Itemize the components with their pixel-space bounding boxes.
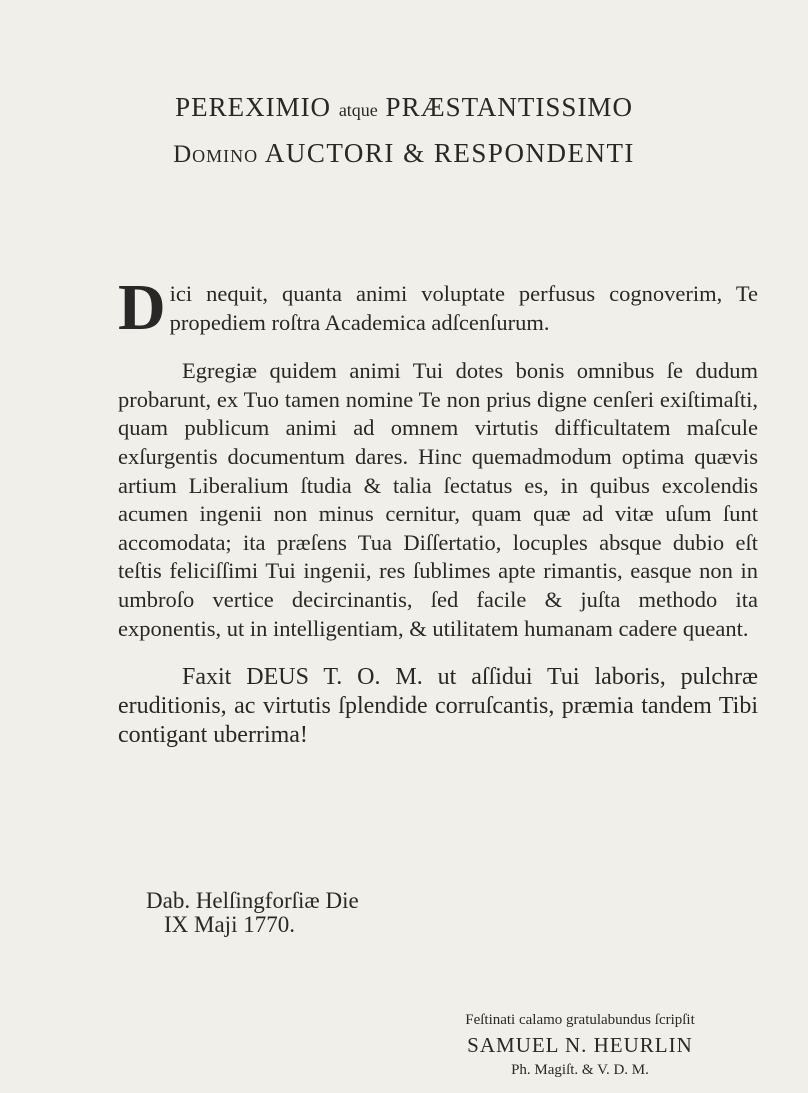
heading-word-praestantissimo: PRÆSTANTISSIMO <box>385 92 633 122</box>
paragraph-1-text: ici nequit, quanta animi voluptate perfusus cognoverim, Te propediem roſtra Academica adſcenſurum. <box>169 281 758 335</box>
signature-title: Ph. Magiſt. & V. D. M. <box>511 1062 649 1078</box>
heading-word-pereximio: PEREXIMIO <box>175 92 332 122</box>
letter-body <box>118 271 758 750</box>
paragraph-3: Faxit DEUS T. O. M. ut aſſidui Tui laboris, pulchræ eruditionis, ac virtutis ſplendide corruſcantis, præmia tandem Tibi contigant uberrima! <box>118 664 758 749</box>
signature-note: Feſtinati calamo gratulabundus ſcripſit <box>465 1012 695 1028</box>
heading-word-domino: Domino <box>173 141 259 168</box>
signature-name: SAMUEL N. HEURLIN <box>467 1033 693 1057</box>
heading-auctori-respondenti: AUCTORI & RESPONDENTI <box>264 138 635 168</box>
drop-cap: D <box>118 271 166 344</box>
paragraph-1 <box>118 271 758 344</box>
heading-word-atque: atque <box>338 100 378 120</box>
dateline-date: IX Maji 1770. <box>164 912 295 937</box>
dateline-place: Dab. Helſingforſiæ Die <box>146 888 359 913</box>
dedication-heading-line-1 <box>0 92 808 123</box>
paragraph-2: Egregiæ quidem animi Tui dotes bonis omnibus ſe dudum probarunt, ex Tuo tamen nomine Te non prius digne cenſeri exiſtimaſti, quam publicum animi ad omnem virtutis difficultatem maſcule exſurgentis documentum dares. Hinc quemadmodum optima quævis artium Liberalium ſtudia & talia ſectatus es, in quibus excolendis acumen ingenii non minus cernitur, quam quæ ad vitæ uſum ſunt accomodata; ita præſens Tua Diſſertatio, locuples absque dubio eſt teſtis feliciſſimi Tui ingenii, res ſublimes apte rimantis, easque non in umbroſo vertice decircinantis, ſed facile & juſta methodo ita exponentis, ut in intelligentiam, & utilitatem humanam cadere queant. <box>118 358 758 641</box>
dedication-heading-line-2 <box>0 138 808 169</box>
dateline <box>146 889 359 937</box>
signature-block <box>430 1012 730 1079</box>
